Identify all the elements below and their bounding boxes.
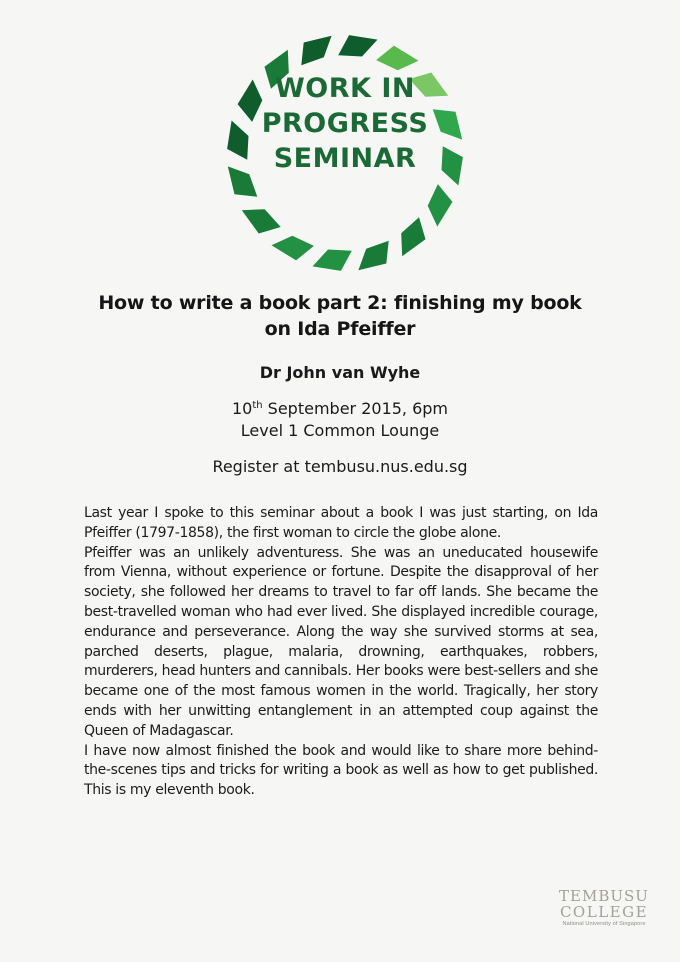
footer-logo-line1: TEMBUSU [559,887,649,905]
event-title [40,290,640,342]
logo-text-line2: PROGRESS [261,108,429,139]
event-venue: Level 1 Common Lounge [240,421,440,440]
tembusu-college-logo [548,888,660,927]
logo-ring-segment [242,209,281,233]
event-date [40,398,640,420]
speaker-name: Dr John van Wyhe [259,363,421,382]
logo-ring-segment [401,217,425,256]
logo-ring-segment [428,184,453,226]
logo-ring-segment [272,236,314,261]
logo-text-line3: SEMINAR [273,143,417,174]
event-title-line1: How to write a book part 2: finishing my book [98,292,582,314]
logo-ring-segment [358,241,388,271]
logo-text-line1: WORK IN [275,73,415,104]
date-day: 10 [231,399,253,418]
logo-ring-segment [338,35,377,56]
logo-ring-segment [313,250,352,271]
logo-ring-segment [301,36,331,66]
seminar-description [84,504,598,801]
date-rest: September 2015, 6pm [262,399,449,418]
event-title-line2: on Ida Pfeiffer [264,318,416,340]
footer-logo-line2: COLLEGE [559,903,649,921]
register-info: Register at tembusu.nus.edu.sg [212,457,468,476]
footer-logo-line3: National University of Singapore [562,921,646,927]
description-paragraph-3: I have now almost finished the book and would like to share more behind-the-scenes tips and tricks for writing a book as well as how to get published. This is my eleventh book. [84,742,598,799]
description-paragraph-2: Pfeiffer was an unlikely adventuress. She was an uneducated housewife from Vienna, without experience or fortune. Despite the disapproval of her society, she followed her dreams to travel to far off lands. She became the best-travelled woman who had ever lived. She displayed incredible courage, endurance and perseverance. Along the way she survived storms at sea, parched deserts, plague, malaria, drowning, earthquakes, robbers, murderers, head hunters and cannibals. Her books were best-sellers and she became one of the most famous women in the world. Tragically, her story ends with her unwitting entanglement in an attempted coup against the Queen of Madagascar. [84,544,599,739]
logo-ring-segment [376,46,418,71]
description-paragraph-1: Last year I spoke to this seminar about a book I was just starting, on Ida Pfeiffer (1797-1858), the first woman to circle the globe alone. [84,505,598,541]
date-suffix: th [252,400,263,411]
